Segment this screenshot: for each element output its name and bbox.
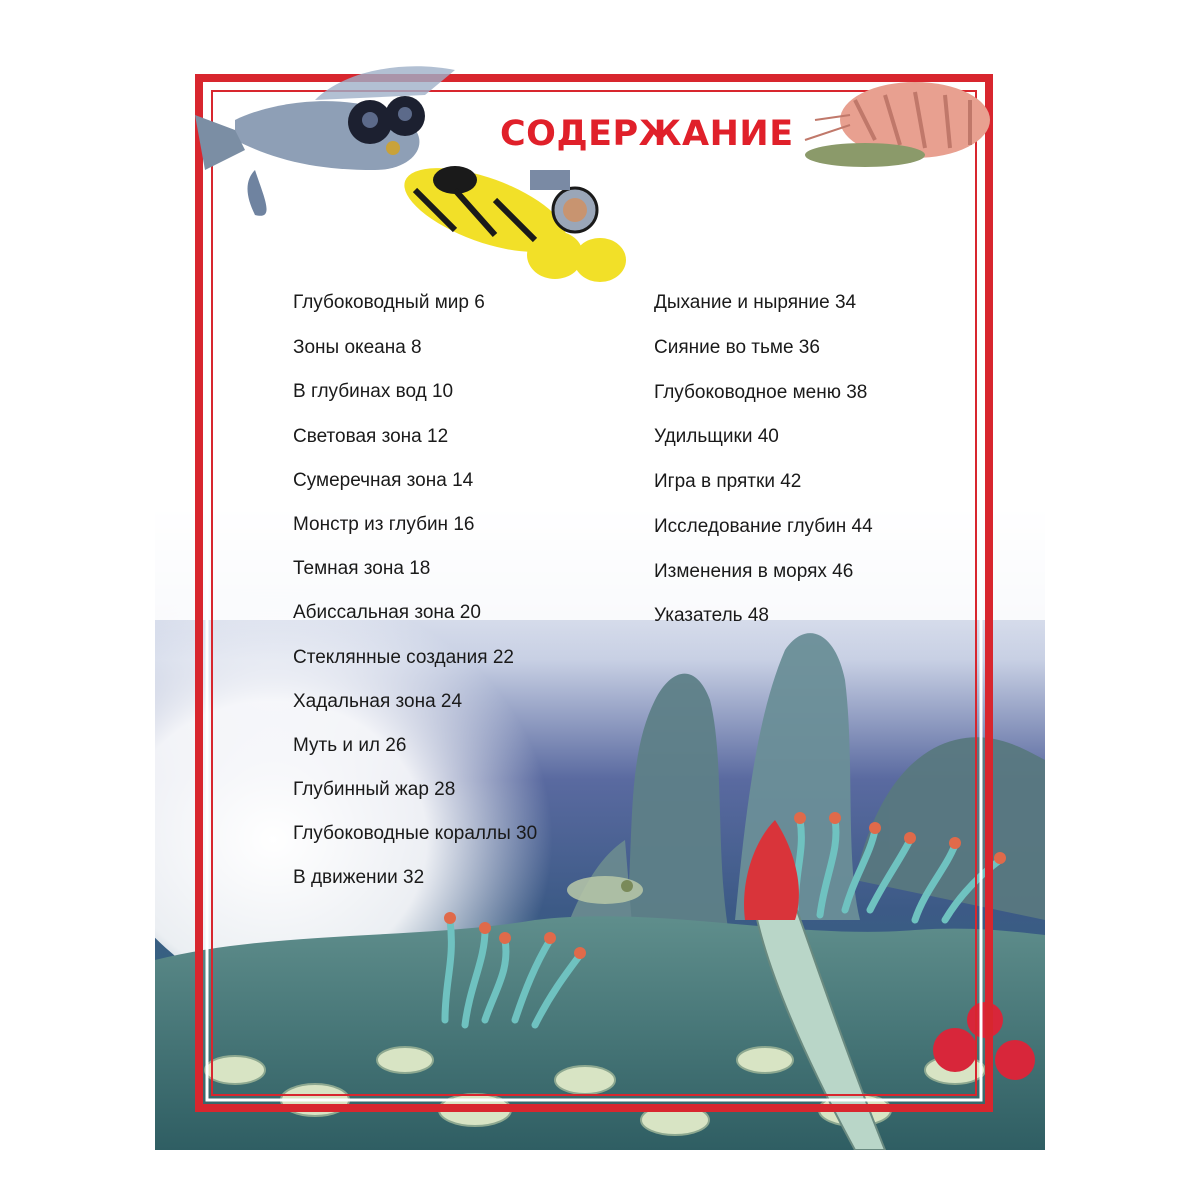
sea-floor	[155, 916, 1045, 1150]
toc-entry: Глубоководный мир 6	[293, 292, 485, 313]
toc-entry: Хадальная зона 24	[293, 691, 463, 712]
toc-entry: Монстр из глубин 16	[293, 514, 475, 535]
toc-entry: Указатель 48	[654, 605, 769, 626]
toc-entry: Темная зона 18	[293, 558, 431, 579]
toc-entry: Удильщики 40	[654, 426, 779, 447]
toc-entry: Сияние во тьме 36	[654, 337, 820, 358]
toc-entry: В глубинах вод 10	[293, 381, 454, 402]
small-fish	[567, 876, 643, 904]
toc-entry: Абиссальная зона 20	[293, 602, 481, 623]
toc-entry: Муть и ил 26	[293, 735, 407, 756]
page-title: СОДЕРЖАНИЕ	[500, 114, 794, 154]
toc-entry: Зоны океана 8	[293, 337, 422, 358]
toc-entry: Исследование глубин 44	[654, 516, 873, 537]
toc-entry: Световая зона 12	[293, 426, 449, 447]
toc-entry: Глубоководное меню 38	[654, 382, 868, 403]
toc-entry: Дыхание и ныряние 34	[654, 292, 857, 313]
toc-entry: Глубоководные кораллы 30	[293, 823, 538, 844]
toc-entry: Изменения в морях 46	[654, 561, 854, 582]
deep-sea-illustration	[155, 60, 1045, 1150]
toc-entry: Глубинный жар 28	[293, 779, 456, 800]
toc-entry: Игра в прятки 42	[654, 471, 802, 492]
toc-entry: Сумеречная зона 14	[293, 470, 474, 491]
toc-entry: Стеклянные создания 22	[293, 647, 514, 668]
toc-entry: В движении 32	[293, 867, 425, 888]
